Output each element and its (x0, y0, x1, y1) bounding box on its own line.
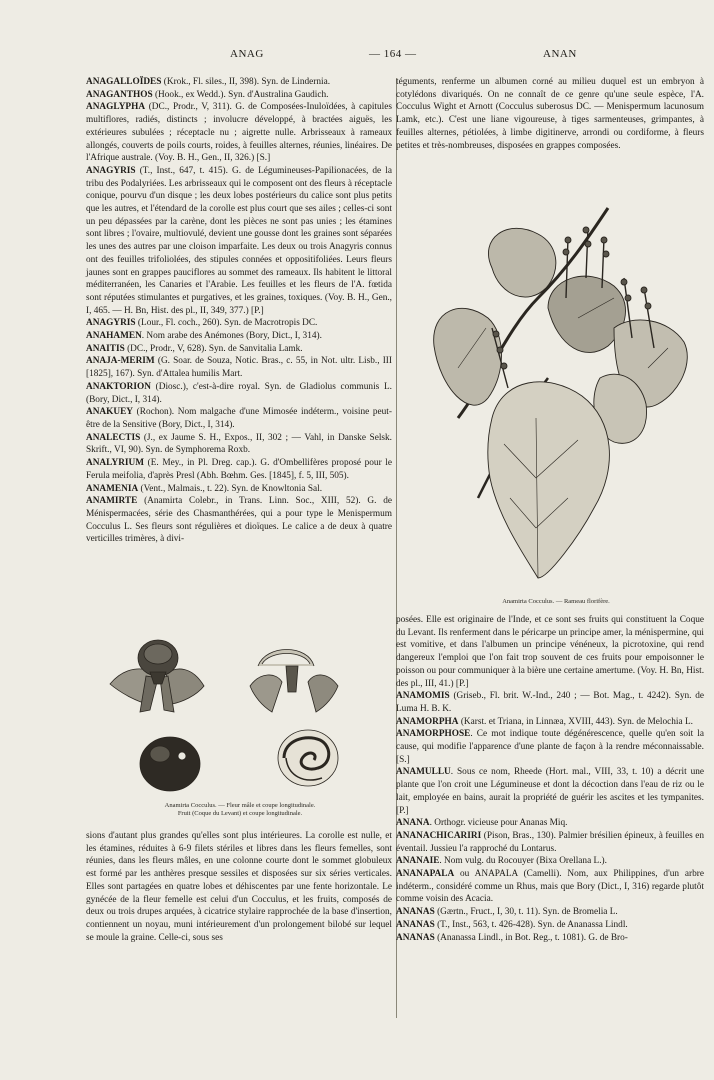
right-top-text: téguments, renferme un albumen corné au milieu duquel est un embryon à cotylédons divariqués. On ne connaît de ce genre qu'une seule espèce, l'A. Cocculus Wight et Arnott (Cocculus suberosus DC. — Menispermum lacunosum Lamk, etc.). C'est une liane vigoureuse, à tiges sarmenteuses, grimpantes, à feuilles alternes, pétiolées, à limbe digitinerve, arrondi ou cordiforme, à fleurs petites et très-nombreuses, disposées en grappes composées. (396, 77, 704, 151)
entry-analyrium: ANALYRIUM (E. Mey., in Pl. Dreg. cap.). G. d'Ombellifères proposé pour le Ferula meifolia, d'après Presl (Abh. Bœhm. Ges. [1845], f. 5, III, 505). (86, 458, 392, 481)
left-column (86, 76, 392, 546)
figure-anamirta-branch (418, 178, 696, 590)
entry-anana: ANANA. Orthogr. vicieuse pour Ananas Miq. (396, 818, 568, 829)
entry-anaja-merim: ANAJA-MERIM (G. Soar. de Souza, Notic. Bras., c. 55, in Not. ultr. Lisb., III [1825], 167). Syn. d'Attalea humilis Mart. (86, 356, 392, 380)
entry-ananas-gaertn: ANANAS (Gærtn., Fruct., I, 30, t. 11). Syn. de Bromelia L. (396, 907, 618, 918)
entry-ananachicariri: ANANACHICARIRI (Pison, Bras., 130). Palmier brésilien épineux, à feuilles en éventail. Jussieu l'a rapproché du Lontarus. (396, 830, 704, 854)
running-header (80, 44, 684, 64)
entry-anamorphose: ANAMORPHOSE. Ce mot indique toute dégénérescence, quelle qu'en soit la cause, qui modifie l'apparence d'une plante de façon à la rendre méconnaissable. [S.] (396, 729, 704, 765)
entry-anamomis: ANAMOMIS (Griseb., Fl. brit. W.-Ind., 240 ; — Bot. Mag., t. 4242). Syn. de Luma H. B. K. (396, 691, 704, 714)
entry-anamenia: ANAMENIA (Vent., Malmais., t. 22). Syn. de Knowltonia Sal. (86, 483, 323, 494)
figure-right-caption: Anamirta Cocculus. — Rameau florifère. (502, 598, 610, 605)
figure-left-caption (120, 802, 360, 818)
entry-anaganthos: ANAGANTHOS (Hook., ex Wedd.). Syn. d'Australina Gaudich. (86, 89, 329, 100)
entry-anagyris: ANAGYRIS (T., Inst., 647, t. 415). G. de Légumineuses-Papilionacées, de la tribu des Podalyriées. Les arbrisseaux qui le composent ont des fleurs à réceptacle conique, pourvu d'un disque ; les deux lobes postérieurs du calice sont plus petits que les autres, et l'étendard de la corolle est plus court que ses ailes ; celles-ci sont un peu dépassées par la carène, dont les pièces ne sont pas unies ; les étamines sont libres ; l'ovaire, multiovulé, devient une gousse dont les graines sont séparées les unes des autres par une cloison imparfaite. Les deux ou trois Anagyris connus ont des feuilles trifoliolées, des stipules connées et oppositifoliées. Leurs fleurs jaunes sont en grappes pauciflores au sommet des rameaux. Ils habitent le littoral méditerranéen, les Canaries et l'Arabie. Les feuilles et les fleurs de l'A. fœtida sont réputées stimulantes et purgatives, et les graines, toxiques. (Voy. B. H., Gen., I, 465. — H. Bn, Hist. des pl., II, 349, 377.) [P.] (86, 165, 392, 316)
figure-left-caption-line1: Anamirta Cocculus. — Fleur mâle et coupe longitudinale. (164, 802, 316, 809)
entry-anagyris-lour: ANAGYRIS (Lour., Fl. coch., 260). Syn. de Macrotropis DC. (86, 318, 318, 329)
header-right: ANAN (543, 48, 577, 60)
figure-anamirta-flower-fruit (100, 626, 380, 800)
entry-anamorpha: ANAMORPHA (Karst. et Triana, in Linnæa, XVIII, 443). Syn. de Melochia L. (396, 716, 693, 727)
left-continuation: sions d'autant plus grandes qu'elles sont plus intérieures. La corolle est nulle, et les étamines, réduites à 6-9 filets stériles et libres dans les fleurs femelles, sont réunies, dans les fleurs mâles, en une colonne courte dont le sommet globuleux est formé par les anthères presque sessiles et disposées sur six séries verticales. Elles sont partagées en quatre lobes et déhiscentes par une fente horizontale. Le gynécée de la fleur femelle est celui d'un Cocculus, et les fruits, composés de deux ou trois drupes arquées, à cicatrice stylaire rapprochée de la base d'insertion, contiennent un noyau, muni intérieurement d'un prolongement bilobé sur lequel se moule la graine. Celle-ci, sous ses (86, 831, 392, 943)
page-number: — 164 — (369, 48, 417, 60)
entry-anahamen: ANAHAMEN. Nom arabe des Anémones (Bory, Dict., I, 314). (86, 331, 322, 342)
entry-anamirte: ANAMIRTE (Anamirta Colebr., in Trans. Linn. Soc., XIII, 52). G. de Ménispermacées, série des Chasmanthérées, qui a pour type le Menispermum Cocculus L. Ses fleurs sont régulières et dioïques. Le calice a de deux à quatre verticilles trimères, à divi- (86, 496, 392, 545)
entry-anakuey: ANAKUEY (Rochon). Nom malgache d'une Mimosée indéterm., voisine peut-être de la Sensitive (Bory, Dict., I, 314). (86, 407, 392, 430)
coque-du-levant-text: posées. Elle est originaire de l'Inde, et ce sont ses fruits qui constituent la Coque du Levant. Ils renferment dans le péricarpe un principe amer, la ménispermine, qui est vomitive, et dans l'albumen un principe vénéneux, la picrotoxine, qui rend dangereux l'emploi que l'on fait trop souvent de ces fruits pour empoisonner le poisson ou pour communiquer à la bière une certaine amertume. (Voy. H. Bn, Hist. des pl., III, 41.) [P.] (396, 615, 705, 689)
entry-anamullu: ANAMULLU. Sous ce nom, Rheede (Hort. mal., VIII, 33, t. 10) a décrit une plante que l'on croit une Légumineuse et dont la décoction dans l'eau de riz ou le lait, employée en bains, aurait la propriété de guérir les ascites et les tympanites. [P.] (396, 767, 704, 816)
entry-anagalloides: ANAGALLOÏDES (Krok., Fl. siles., II, 398). Syn. de Lindernia. (86, 77, 331, 87)
entry-anaktorion: ANAKTORION (Diosc.), c'est-à-dire royal. Syn. de Gladiolus communis L. (Bory, Dict., I, 314). (86, 381, 392, 405)
entry-ananapala: ANANAPALA ou ANAPALA (Camelli). Nom, aux Philippines, d'un arbre indéterm., considéré comme un Rhus, mais que Bory (Dict., I, 316) regarde plutôt comme voisin des Acacia. (396, 869, 704, 905)
entry-ananaie: ANANAIE. Nom vulg. du Rocouyer (Bixa Orellana L.). (396, 856, 607, 867)
header-left: ANAG (230, 48, 264, 60)
entry-anaglypha: ANAGLYPHA (DC., Prodr., V, 311). G. de Composées-Inuloïdées, à capitules multiflores, radiés, distincts ; involucre développé, à bractées aiguës, les extérieures subulées ; réceptacle nu ; aigrette nulle. Arbrisseaux à rameaux allongés, couverts de poils courts, roides, à feuilles alternes, réunies, linéaires. De l'Afrique australe. (Voy. B. H., Gen., II, 326.) [S.] (86, 102, 392, 164)
entry-anaitis: ANAITIS (DC., Prodr., V, 628). Syn. de Sanvitalia Lamk. (86, 343, 303, 354)
entry-ananas-t: ANANAS (T., Inst., 563, t. 426-428). Syn. de Ananassa Lindl. (396, 919, 628, 930)
entry-ananas-lindl: ANANAS (Ananassa Lindl., in Bot. Reg., t. 1081). G. de Bro- (396, 932, 628, 943)
entry-analectis: ANALECTIS (J., ex Jaume S. H., Expos., II, 302 ; — Vahl, in Danske Selsk. Skrift., VI, 90). Syn. de Symphorema Roxb. (86, 432, 392, 456)
figure-left-caption-line2: Fruit (Coque du Levant) et coupe longitudinale. (177, 810, 303, 817)
right-bottom-column (396, 614, 704, 944)
